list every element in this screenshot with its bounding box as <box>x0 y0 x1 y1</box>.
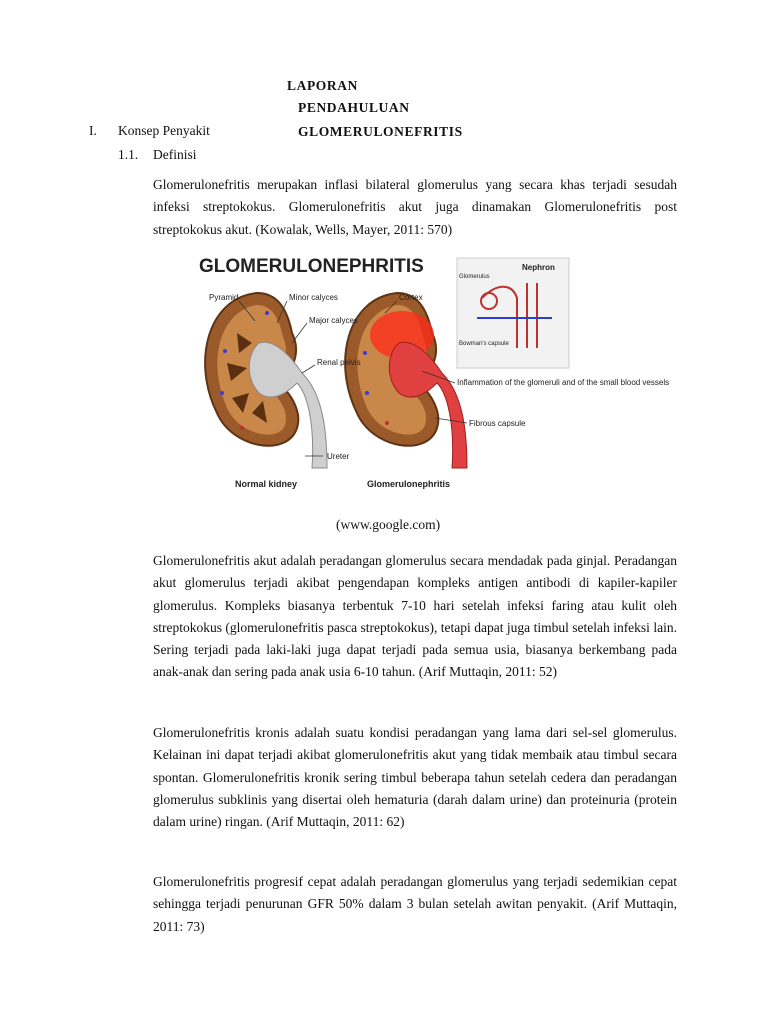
title-line-2: PENDAHULUAN <box>298 100 410 115</box>
definition-paragraph-2: Glomerulonefritis akut adalah peradangan glomerulus secara mendadak pada ginjal. Peradangan akut glomerulus terjadi akibat pengendapan kompleks antigen antibodi di kapiler-kapiler glomerulus. Kompleks biasanya terbentuk 7-10 hari setelah infeksi faring atau kulit oleh streptokokus (glomerulonefritis pasca streptokokus), tetapi dapat juga timbul setelah infeksi lain. Sering terjadi pada laki-laki juga dapat terjadi pada semua usia, biasanya berkembang pada anak-anak dan sering pada anak usia 6-10 tahun. (Arif Muttaqin, 2011: 52) <box>153 553 677 680</box>
definition-paragraph-4: Glomerulonefritis progresif cepat adalah peradangan glomerulus yang terjadi sedemikian cepat sehingga terjadi penurunan GFR 50% dalam 3 bulan setelah awitan penyakit. (Arif Muttaqin, 2011: 73) <box>153 874 677 934</box>
label-normal-kidney: Normal kidney <box>235 479 298 489</box>
glomerulonephritis-figure <box>197 253 670 493</box>
label-major-calyces: Major calyces <box>309 316 358 325</box>
label-ureter: Ureter <box>327 452 350 461</box>
label-inflammation: Inflammation of the glomeruli and of the small blood vessels <box>457 378 670 387</box>
section-number: I. <box>89 123 97 138</box>
label-fibrous-capsule: Fibrous capsule <box>469 419 526 428</box>
label-nephron: Nephron <box>522 263 555 272</box>
label-cortex: Cortex <box>399 293 423 302</box>
title-line-3: GLOMERULONEFRITIS <box>298 124 463 139</box>
label-pyramid: Pyramid <box>209 293 239 302</box>
section-title: Konsep Penyakit <box>118 123 210 138</box>
title-line-1: LAPORAN <box>287 78 358 93</box>
definition-paragraph-3: Glomerulonefritis kronis adalah suatu kondisi peradangan yang lama dari sel-sel glomerulus. Kelainan ini dapat terjadi akibat glomerulonefritis akut yang tidak membaik atau timbul secara spontan. Glomerulonefritis kronik sering timbul beberapa tahun setelah cedera dan peradangan glomerulus subklinis yang disertai oleh hematuria (darah dalam urine) dan proteinuria (protein dalam urine) ringan. (Arif Muttaqin, 2011: 62) <box>153 725 677 830</box>
definition-paragraph-1: Glomerulonefritis merupakan inflasi bilateral glomerulus yang secara khas terjadi sesudah infeksi streptokokus. Glomerulonefritis akut juga dinamakan Glomerulonefritis post streptokokus akut. (Kowalak, Wells, Mayer, 2011: 570) <box>153 177 677 237</box>
label-minor-calyces: Minor calyces <box>289 293 338 302</box>
label-glomerulonephritis: Glomerulonephritis <box>367 479 451 489</box>
figure-heading: GLOMERULONEPHRITIS <box>199 256 424 277</box>
subsection-title: Definisi <box>153 147 197 162</box>
label-glomerulus: Glomerulus <box>459 274 490 280</box>
subsection-number: 1.1. <box>118 147 139 162</box>
label-bowmans-capsule: Bowman's capsule <box>459 341 509 347</box>
label-renal-pelvis: Renal pelvis <box>317 358 361 367</box>
figure-source: (www.google.com) <box>336 517 441 532</box>
